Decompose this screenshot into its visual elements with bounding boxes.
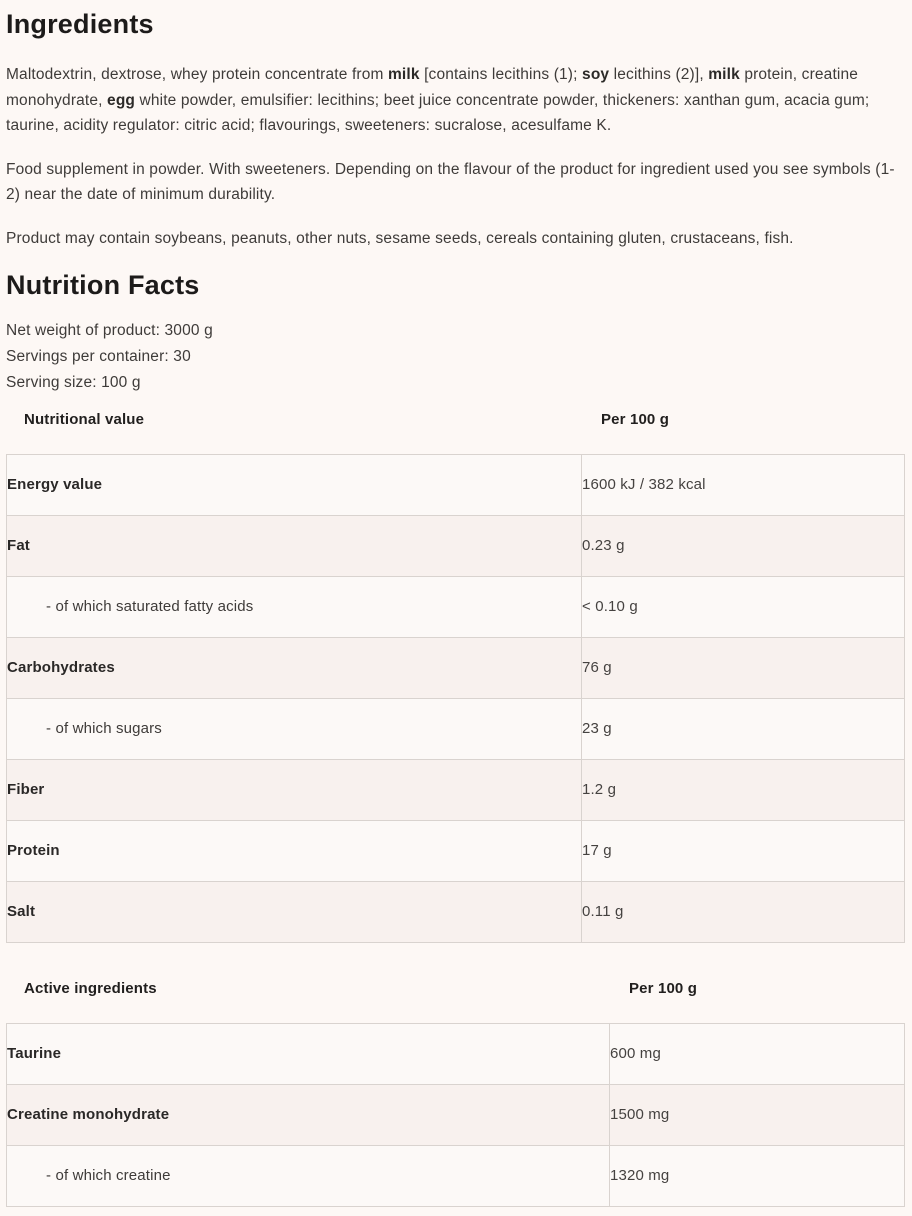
nutrient-label: Energy value <box>7 454 582 515</box>
active-ingredients-column-header: Active ingredients <box>24 979 157 997</box>
active-ingredients-table <box>6 1023 905 1207</box>
nutrient-label: Fat <box>7 515 582 576</box>
nutrient-label: Protein <box>7 820 582 881</box>
nutrient-value: 0.23 g <box>582 515 905 576</box>
allergen-note-paragraph: Product may contain soybeans, peanuts, other nuts, sesame seeds, cereals containing gluten, crustaceans, fish. <box>6 229 794 247</box>
nutrition-summary <box>6 318 905 396</box>
table-row <box>7 820 905 881</box>
nutrient-label: - of which creatine <box>7 1145 610 1206</box>
nutrient-value: 0.11 g <box>582 881 905 942</box>
table-row <box>7 881 905 942</box>
nutrient-label: Taurine <box>7 1023 610 1084</box>
per-100g-column-header: Per 100 g <box>601 410 670 428</box>
net-weight-line: Net weight of product: 3000 g <box>6 321 213 339</box>
ingredients-heading: Ingredients <box>6 9 154 39</box>
nutrient-value: 1600 kJ / 382 kcal <box>582 454 905 515</box>
nutrient-value: 23 g <box>582 698 905 759</box>
table-row <box>7 454 905 515</box>
table-row <box>7 1023 905 1084</box>
table-row <box>7 698 905 759</box>
table-row <box>7 1084 905 1145</box>
nutrient-label: Salt <box>7 881 582 942</box>
serving-size-line: Serving size: 100 g <box>6 373 141 391</box>
table-row <box>7 1145 905 1206</box>
nutrient-value: < 0.10 g <box>582 576 905 637</box>
nutrient-value: 600 mg <box>610 1023 905 1084</box>
nutrition-facts-heading: Nutrition Facts <box>6 270 200 301</box>
nutrient-label: Creatine monohydrate <box>7 1084 610 1145</box>
nutrient-label: - of which sugars <box>7 698 582 759</box>
active-ingredients-table-header <box>6 979 905 999</box>
nutrient-label: - of which saturated fatty acids <box>7 576 582 637</box>
table-row <box>7 759 905 820</box>
supplement-note-paragraph: Food supplement in powder. With sweeteners. Depending on the flavour of the product for ingredient used you see symbols (1-2) near the date of minimum durability. <box>6 160 895 204</box>
nutrient-label: Fiber <box>7 759 582 820</box>
nutrient-value: 1320 mg <box>610 1145 905 1206</box>
servings-per-container-line: Servings per container: 30 <box>6 347 191 365</box>
ingredients-composition-paragraph: Maltodextrin, dextrose, whey protein concentrate from milk [contains lecithins (1); soy lecithins (2)], milk protein, creatine monohydrate, egg white powder, emulsifier: lecithins; beet juice concentrate powder, thickeners: xanthan gum, acacia gum; taurine, acidity regulator: citric acid; flavourings, sweeteners: sucralose, acesulfame K. <box>6 66 870 135</box>
nutritional-value-column-header: Nutritional value <box>24 410 145 428</box>
per-100g-column-header: Per 100 g <box>629 979 698 997</box>
nutrient-value: 17 g <box>582 820 905 881</box>
nutritional-values-table-header <box>6 410 905 430</box>
nutrient-label: Carbohydrates <box>7 637 582 698</box>
nutrient-value: 1.2 g <box>582 759 905 820</box>
nutrient-value: 1500 mg <box>610 1084 905 1145</box>
table-row <box>7 576 905 637</box>
nutrient-value: 76 g <box>582 637 905 698</box>
nutritional-values-table <box>6 454 905 943</box>
table-row <box>7 637 905 698</box>
table-row <box>7 515 905 576</box>
